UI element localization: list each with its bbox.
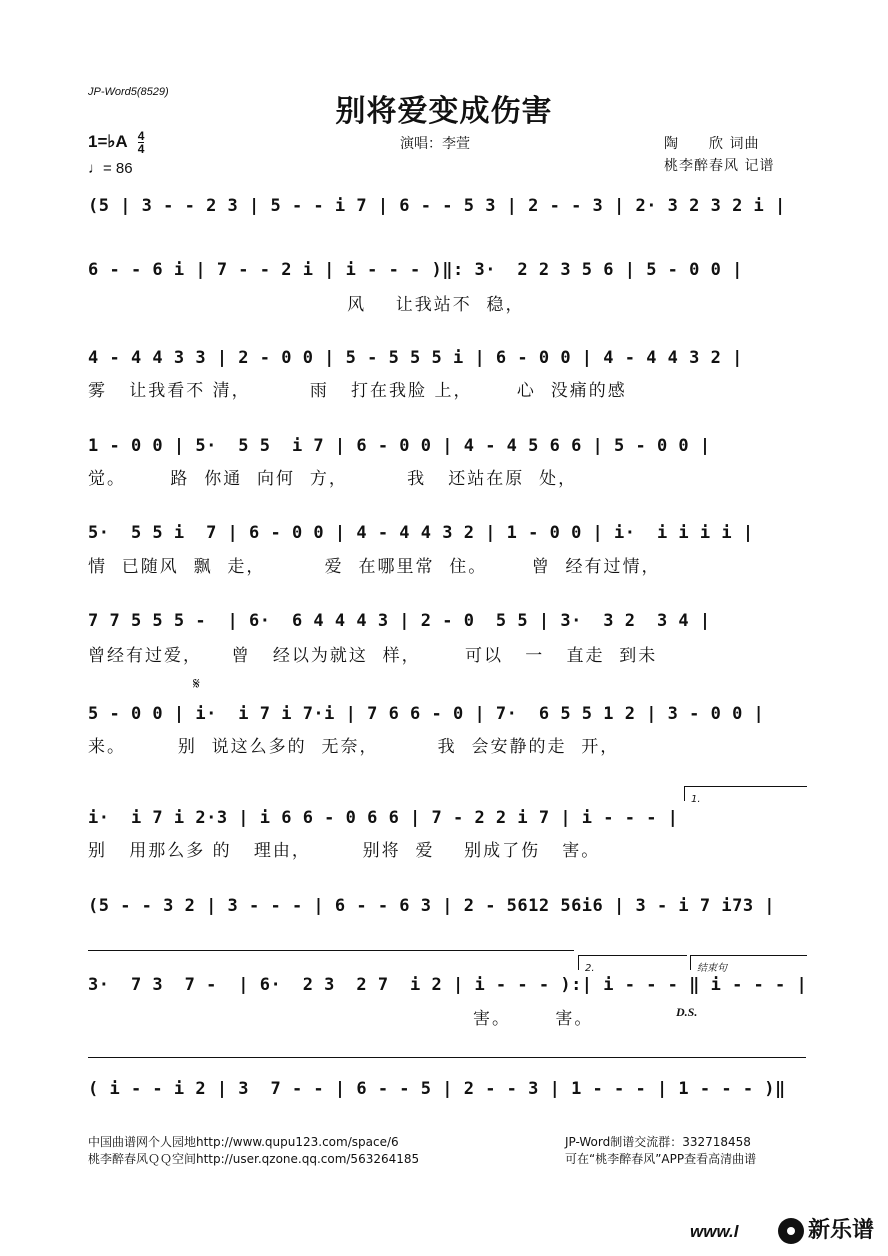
footer-app-note: 可在“桃李醉春风”APP查看高清曲谱	[565, 1152, 757, 1166]
volta-2-label: 2.	[585, 963, 595, 974]
notation-row-4: 1 - 0 0 | 5· 5 5 i 7 | 6 - 0 0 | 4 - 4 5 6 6 | 5 - 0 0 |	[88, 436, 711, 456]
lyric-row-5: 情 已随风 飘 走， 爱 在哪里常 住。 曾 经有过情，	[88, 557, 661, 577]
notation-row-5: 5· 5 5 i 7 | 6 - 0 0 | 4 - 4 4 3 2 | 1 - 0 0 | i· i i i i |	[88, 523, 754, 543]
lyric-row-10: 害。 害。	[88, 1009, 594, 1029]
song-title: 别将爱变成伤害	[335, 94, 553, 129]
key-label: 1=♭A	[88, 131, 128, 151]
watermark-logo	[778, 1213, 874, 1244]
time-top: 4	[137, 129, 145, 143]
arranger-credit: 桃李醉春风 记谱	[664, 158, 775, 174]
notation-row-11: ( i - - i 2 | 3 7 - - | 6 - - 5 | 2 - - 3 | 1 - - - | 1 - - - )‖	[88, 1079, 786, 1099]
ending-bracket	[690, 955, 807, 974]
segno-sign: 𝄋	[193, 674, 200, 693]
key-signature	[88, 130, 144, 155]
notation-row-9: (5 - - 3 2 | 3 - - - | 6 - - 6 3 | 2 - 5612 56i6 | 3 - i 7 i73 |	[88, 896, 776, 916]
footer-link-qupu[interactable]: 中国曲谱网个人园地http://www.qupu123.com/space/6	[88, 1135, 399, 1149]
bracket-line	[88, 950, 574, 951]
notation-row-6: 7 7 5 5 5 - | 6· 6 4 4 4 3 | 2 - 0 5 5 | 3· 3 2 3 4 |	[88, 611, 711, 631]
lyric-row-4: 觉。 路 你通 向何 方， 我 还站在原 处，	[88, 469, 578, 489]
volta-first-ending	[684, 786, 807, 805]
footer-group-info: JP-Word制谱交流群：332718458	[565, 1135, 751, 1149]
time-bottom: 4	[137, 142, 145, 156]
lyric-row-3: 雾 让我看不 清， 雨 打在我脸 上， 心 没痛的感	[88, 381, 627, 401]
time-signature	[138, 130, 145, 155]
watermark-url: www.l	[690, 1222, 739, 1241]
ending-label: 结束句	[697, 963, 727, 974]
ds-mark: D.S.	[676, 1005, 698, 1019]
notation-row-7: 5 - 0 0 | i· i 7 i 7·i | 7 6 6 - 0 | 7· 6 5 5 1 2 | 3 - 0 0 |	[88, 704, 765, 724]
software-version: JP-Word5(8529)	[88, 86, 169, 98]
lyric-row-8: 别 用那么多 的 理由， 别将 爱 别成了伤 害。	[88, 841, 601, 861]
notation-row-8: i· i 7 i 2·3 | i 6 6 - 0 6 6 | 7 - 2 2 i 7 | i - - - |	[88, 808, 679, 828]
volta-1-label: 1.	[691, 794, 701, 805]
notation-row-3: 4 - 4 4 3 3 | 2 - 0 0 | 5 - 5 5 5 i | 6 - 0 0 | 4 - 4 4 3 2 |	[88, 348, 743, 368]
tempo-mark: ♩= 86	[88, 160, 133, 177]
watermark-brand-name: 新乐谱	[807, 1218, 874, 1243]
lyricist-composer-credit: 陶 欣 词曲	[664, 136, 760, 152]
footer-link-qzone[interactable]: 桃李醉春风ＱＱ空间http://user.qzone.qq.com/563264185	[88, 1152, 420, 1166]
lyric-row-7: 来。 别 说这么多的 无奈， 我 会安静的走 开，	[88, 737, 620, 757]
record-disc-icon	[778, 1218, 804, 1244]
singer-credit: 演唱：李萱	[400, 136, 470, 152]
lyric-row-6: 曾经有过爱， 曾 经以为就这 样， 可以 一 直走 到未	[88, 646, 658, 666]
notation-row-2: 6 - - 6 i | 7 - - 2 i | i - - - )‖: 3· 2 2 3 5 6 | 5 - 0 0 |	[88, 260, 743, 280]
coda-bracket-line	[88, 1057, 806, 1058]
volta-second-ending	[578, 955, 687, 974]
lyric-row-2: 风 让我站不 稳，	[88, 295, 525, 315]
notation-row-1: (5 | 3 - - 2 3 | 5 - - i 7 | 6 - - 5 3 | 2 - - 3 | 2· 3 2 3 2 i |	[88, 196, 786, 216]
notation-row-10: 3· 7 3 7 - | 6· 2 3 2 7 i 2 | i - - - ):| i - - - ‖ i - - - |	[88, 975, 808, 995]
